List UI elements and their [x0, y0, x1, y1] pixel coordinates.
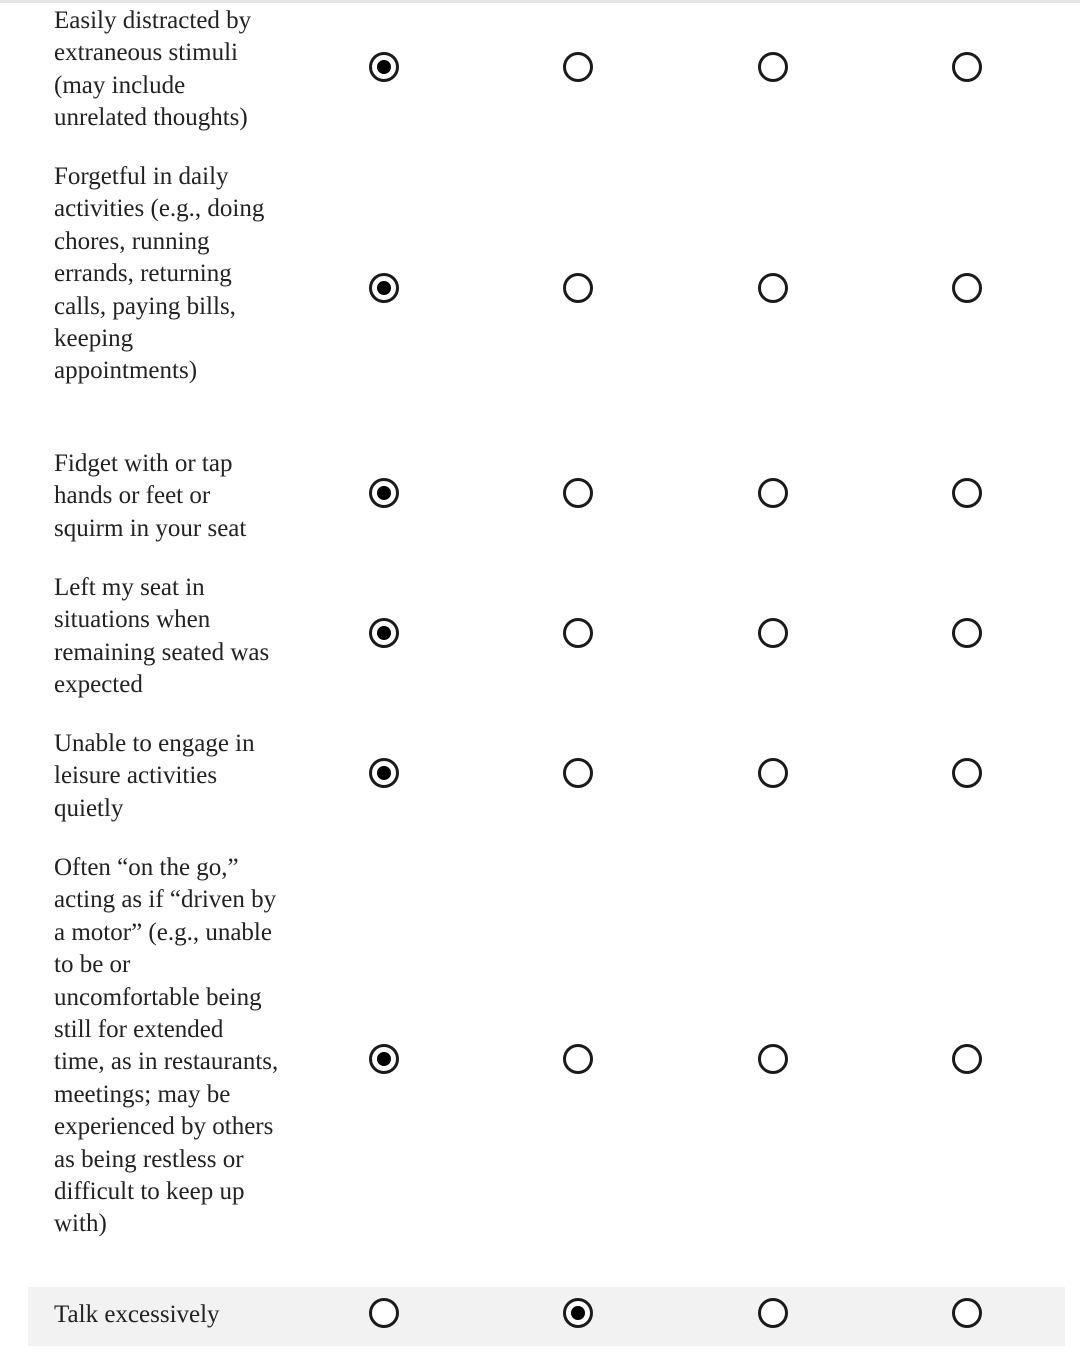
question-label: Unable to engage in leisure activities quietly [54, 730, 255, 822]
answer-radio-col3[interactable] [758, 618, 788, 648]
answer-radio-col2[interactable] [563, 758, 593, 788]
question-label: Forgetful in daily activities (e.g., doing chores, running errands, returning calls, paying bills, keeping appointments) [54, 163, 265, 385]
answer-radio-col1[interactable] [369, 618, 399, 648]
question-row-left-seat [28, 560, 1065, 715]
question-row-fidget [28, 435, 1065, 560]
answer-radio-col1[interactable] [369, 273, 399, 303]
answer-radio-col4[interactable] [952, 478, 982, 508]
answer-radio-col3[interactable] [758, 1298, 788, 1328]
question-label: Often “on the go,” acting as if “driven by a motor” (e.g., unable to be or uncomfortable being still for extended time, as in restaurants, meetings; may be experienced by others as being restless or difficult to keep up with) [54, 854, 279, 1238]
question-label: Fidget with or tap hands or feet or squirm in your seat [54, 450, 247, 542]
answer-radio-col2[interactable] [563, 478, 593, 508]
answer-radio-col2[interactable] [563, 1044, 593, 1074]
answer-radio-col3[interactable] [758, 273, 788, 303]
answer-radio-col2[interactable] [563, 618, 593, 648]
answer-radio-col3[interactable] [758, 758, 788, 788]
question-row-on-the-go [28, 840, 1065, 1287]
answer-radio-col1[interactable] [369, 52, 399, 82]
answer-radio-col2[interactable] [563, 52, 593, 82]
question-label: Left my seat in situations when remaining seated was expected [54, 574, 270, 699]
answer-radio-col2[interactable] [563, 273, 593, 303]
answer-radio-col4[interactable] [952, 273, 982, 303]
answer-radio-col4[interactable] [952, 1298, 982, 1328]
answer-radio-col4[interactable] [952, 618, 982, 648]
question-label: Talk excessively [54, 1301, 220, 1328]
answer-radio-col4[interactable] [952, 758, 982, 788]
question-row-talk [28, 1287, 1065, 1346]
answer-radio-col1[interactable] [369, 758, 399, 788]
question-row-leisure [28, 715, 1065, 840]
question-row-forgetful [28, 150, 1065, 435]
answer-radio-col4[interactable] [952, 52, 982, 82]
answer-radio-col3[interactable] [758, 1044, 788, 1074]
answer-radio-col3[interactable] [758, 52, 788, 82]
question-label: Easily distracted by extraneous stimuli (may include unrelated thoughts) [54, 7, 252, 132]
answer-radio-col1[interactable] [369, 478, 399, 508]
answer-radio-col4[interactable] [952, 1044, 982, 1074]
answer-radio-col2[interactable] [563, 1298, 593, 1328]
answer-radio-col1[interactable] [369, 1044, 399, 1074]
question-row-distracted [28, 0, 1065, 150]
answer-radio-col1[interactable] [369, 1298, 399, 1328]
answer-radio-col3[interactable] [758, 478, 788, 508]
